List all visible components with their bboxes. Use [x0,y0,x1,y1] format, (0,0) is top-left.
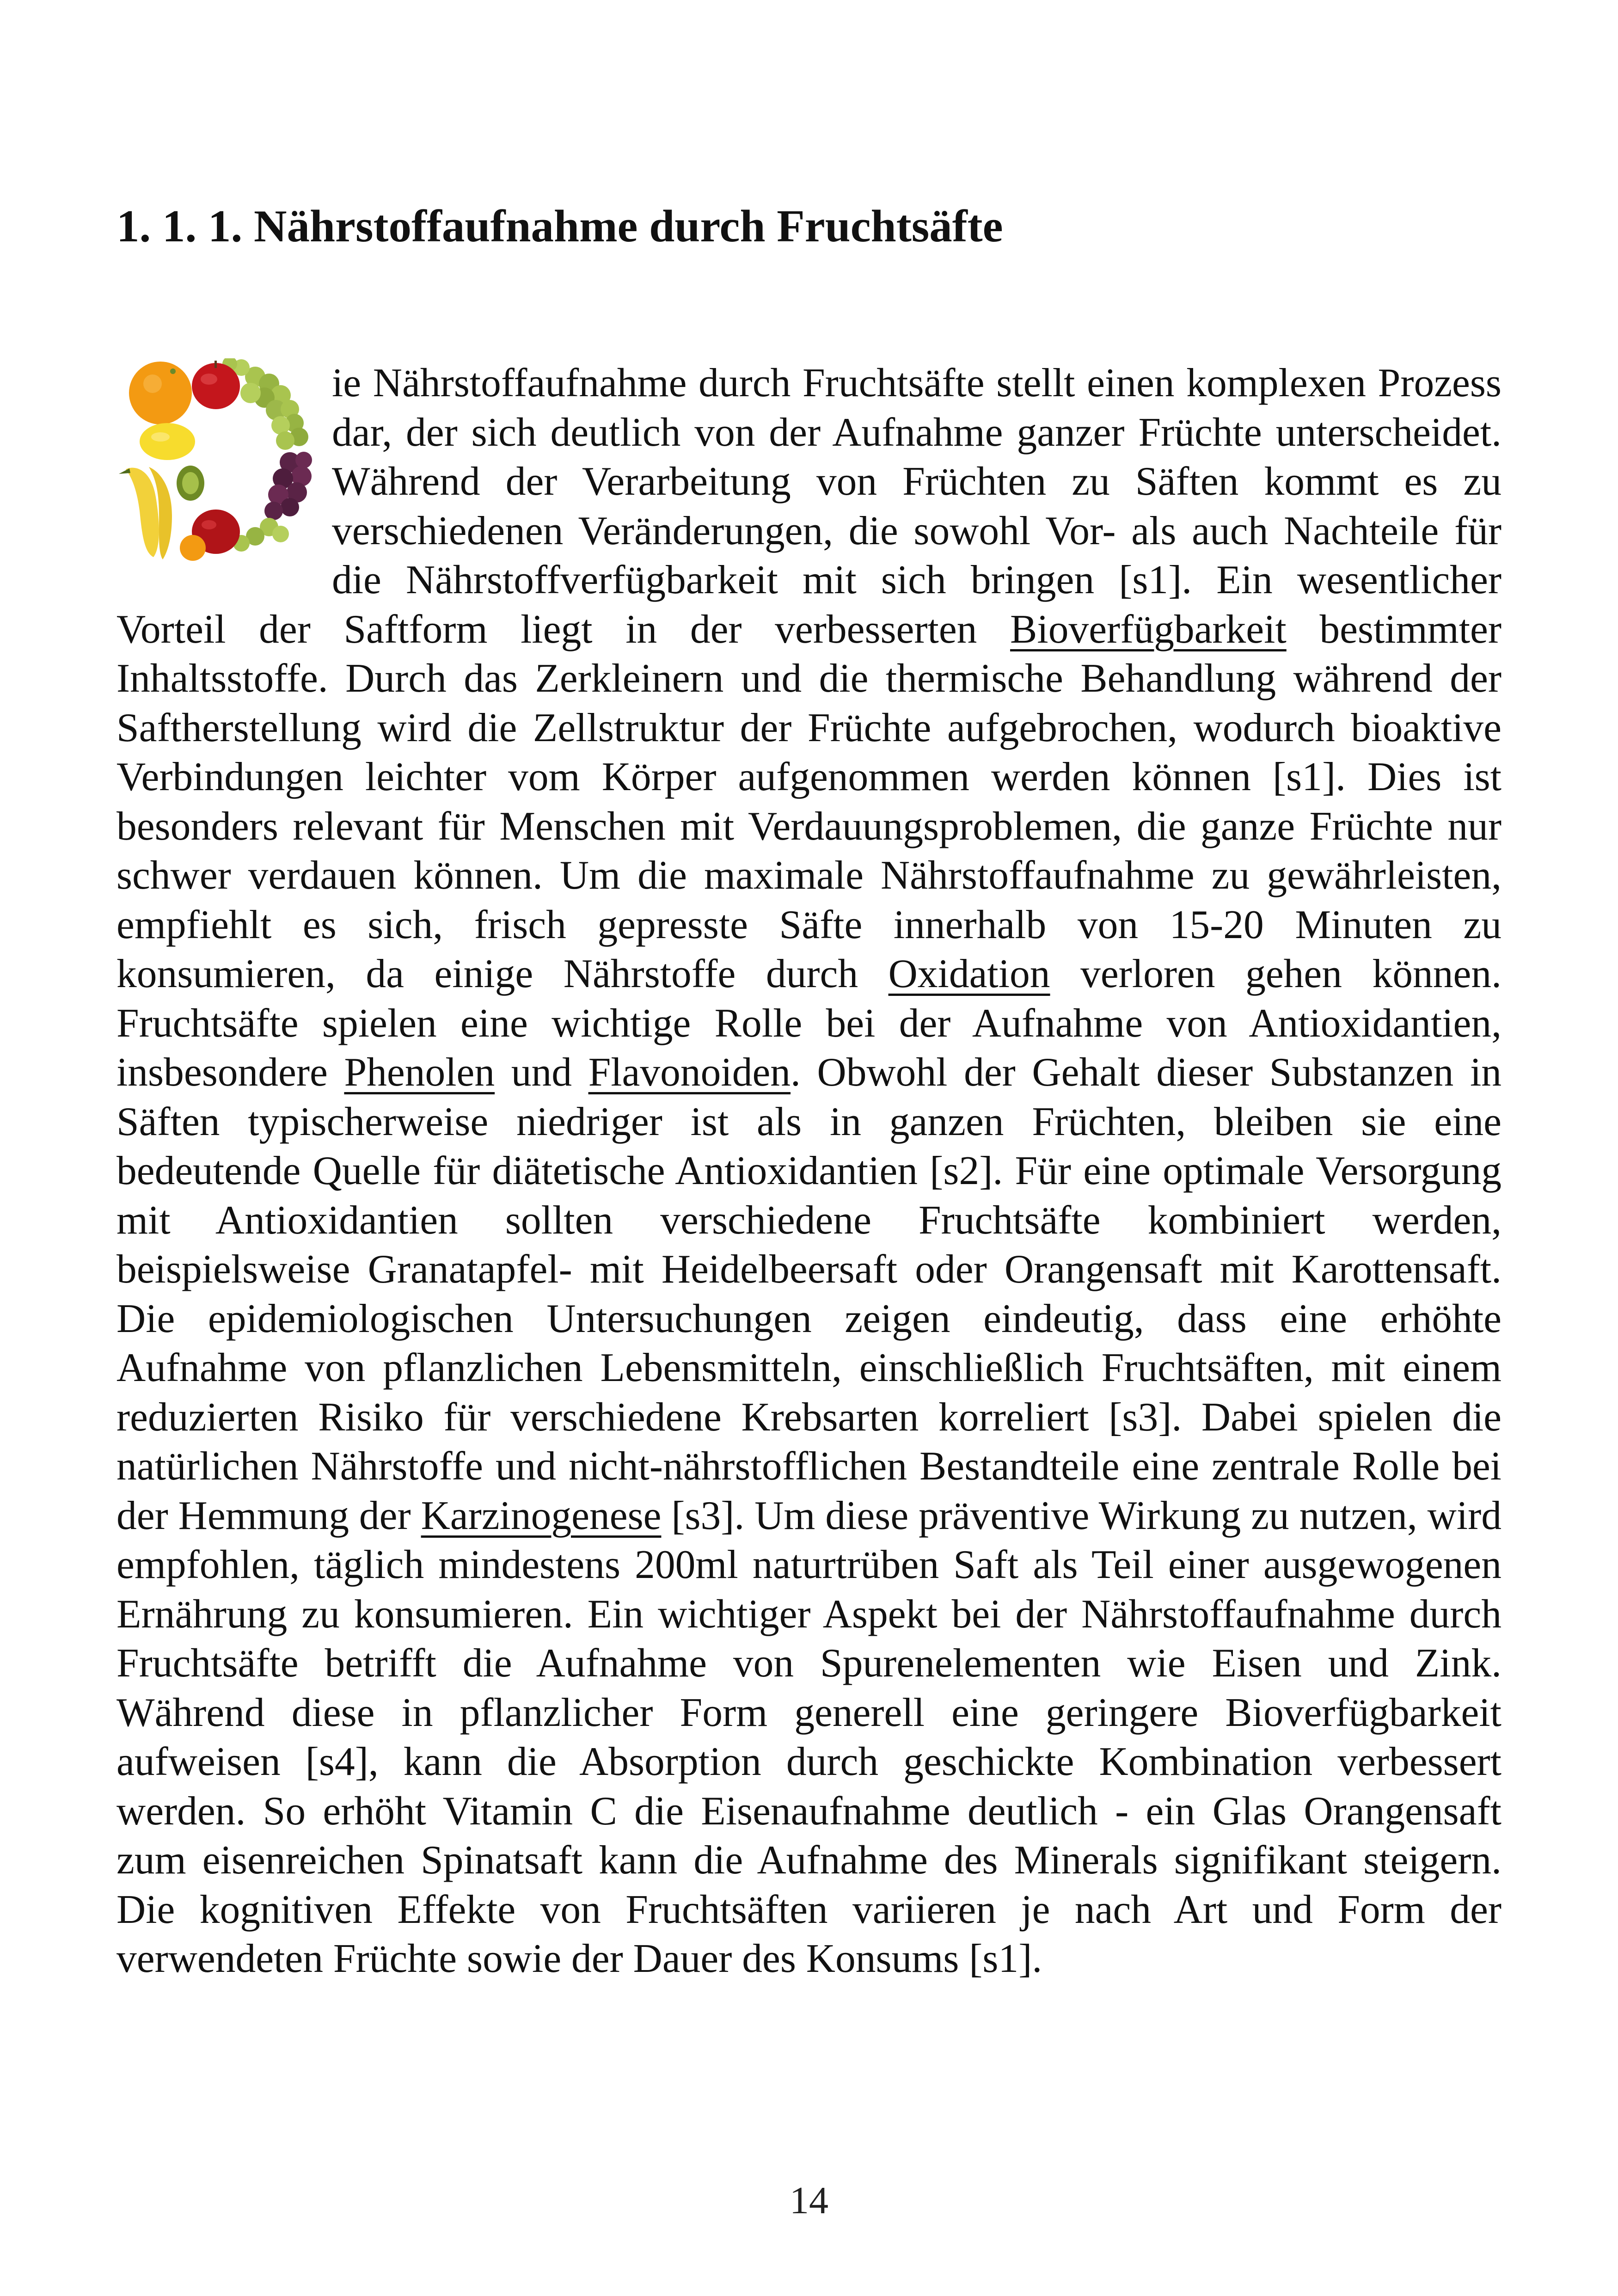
green-grapes-icon [222,358,308,450]
body-text-segment: verloren gehen können. Fruchtsäfte spielen eine wichtige Rolle bei der Aufnahme von Antioxidantien, insbesondere [116,951,1502,1094]
orange-icon [129,362,192,424]
body-text-segment: [s3]. Um diese präventive Wirkung zu nutzen, wird empfohlen, täglich mindestens 200ml naturtrüben Saft als Teil einer ausgewogenen Ernährung zu konsumieren. Ein wichtiger Aspekt bei der Nährstoffaufnahme durch Fruchtsäfte betrifft die Aufnahme von Spurenelementen wie Eisen und Zink. Während diese in pflanzlicher Form generell eine geringere Bioverfügbarkeit aufweisen [s4], kann die Absorption durch geschickte Kombination verbessert werden. So erhöht Vitamin C die Eisenaufnahme deutlich - ein Glas Orangensaft zum eisenreichen Spinatsaft kann die Aufnahme des Minerals signifikant steigern. Die kognitiven Effekte von Fruchtsäften variieren je nach Art und Form der verwendeten Früchte sowie der Dauer des Konsums [s1]. [116,1492,1502,1981]
fruit-d-illustration-icon [116,358,320,562]
body-text-segment: ie Nährstoffaufnahme durch Fruchtsäfte stellt einen komplexen Prozess dar, der sich deutlich von der Aufnahme ganzer Früchte unterscheidet. Während der Verarbeitung von Früchten zu Säften kommt es zu verschiedenen Veränderungen, die sowohl Vor- als auch Nachteile für die Nährstoffverfügbarkeit mit sich bringen [s1]. Ein wesentlicher Vorteil der Saftform liegt in der verbesserten [116,360,1502,651]
mandarin-icon [180,535,206,561]
lemon-icon [140,423,195,460]
body-paragraph [116,358,1502,1983]
body-text-segment: und [495,1050,588,1094]
dropcap-fruit-letter-d [116,358,320,566]
kiwi-icon [177,466,204,501]
page-number: 14 [790,2179,828,2222]
term-flavonoiden: Flavonoiden [588,1050,791,1094]
purple-grapes-icon [264,452,312,520]
body-text-segment: . Obwohl der Gehalt dieser Substanzen in Säften typischerweise niedriger ist als in ganzen Früchten, bleiben sie eine bedeutende Quelle für diätetische Antioxidantien [s2]. Für eine optimale Versorgung mit Antioxidantien sollten verschiedene Fruchtsäfte kombiniert werden, beispielsweise Granatapfel- mit Heidelbeersaft oder Orangensaft mit Karottensaft. Die epidemiologischen Untersuchungen zeigen eindeutig, dass eine erhöhte Aufnahme von pflanzlichen Lebensmitteln, einschließlich Fruchtsäften, mit einem reduzierten Risiko für verschiedene Krebsarten korreliert [s3]. Dabei spielen die natürlichen Nährstoffe und nicht-nährstofflichen Bestandteile eine zentrale Rolle bei der Hemmung der [116,1050,1502,1538]
term-oxidation: Oxidation [888,951,1050,996]
banana-icon [119,467,172,559]
term-karzinogenese: Karzinogenese [421,1492,662,1538]
term-phenolen: Phenolen [344,1050,495,1094]
green-grapes-bottom-icon [233,518,289,552]
term-bioverfuegbarkeit: Bioverfügbarkeit [1010,606,1287,651]
section-heading: 1. 1. 1. Nährstoffaufnahme durch Fruchtsäfte [116,201,1003,252]
body-text-segment: bestimmter Inhaltsstoffe. Durch das Zerkleinern und die thermische Behandlung während der Saftherstellung wird die Zellstruktur der Früchte aufgebrochen, wodurch bioaktive Verbindungen leichter vom Körper aufgenommen werden können [s1]. Dies ist besonders relevant für Menschen mit Verdauungsproblemen, die ganze Früchte nur schwer verdauen können. Um die maximale Nährstoffaufnahme zu gewährleisten, empfiehlt es sich, frisch gepresste Säfte innerhalb von 15-20 Minuten zu konsumieren, da einige Nährstoffe durch [116,606,1502,996]
